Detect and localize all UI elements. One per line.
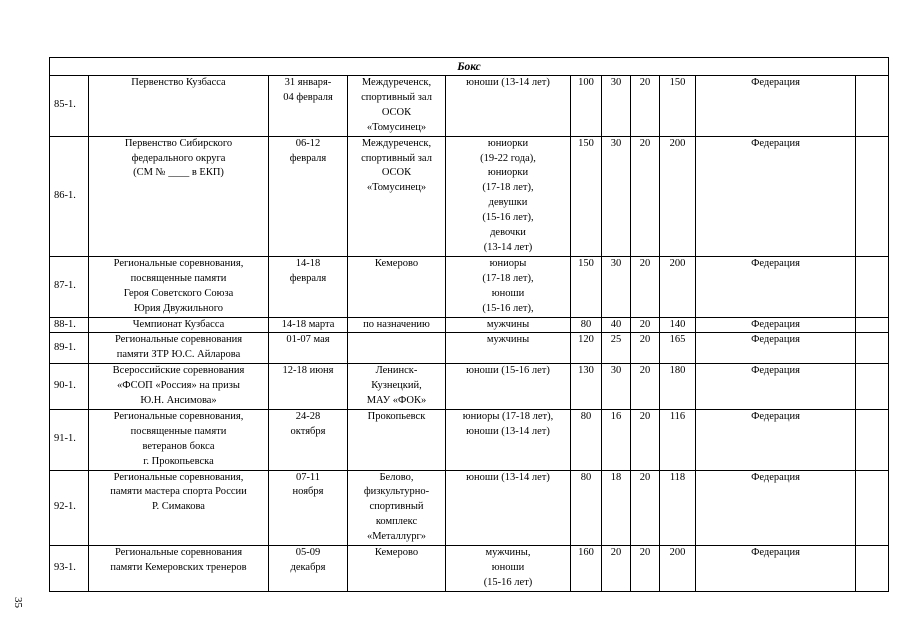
event-place xyxy=(348,470,446,546)
cell-line: Первенство Сибирского xyxy=(124,137,233,149)
cell-line: «Металлург» xyxy=(366,531,427,543)
count-total: 120 xyxy=(571,333,602,364)
participants xyxy=(446,470,571,546)
participants xyxy=(446,546,571,592)
count-col-1: 30 xyxy=(602,256,631,317)
cell-line: февраля xyxy=(289,272,327,284)
event-name xyxy=(89,136,269,256)
empty-cell xyxy=(856,333,889,364)
cell-line: Юрия Двужильного xyxy=(133,302,224,314)
cell-line: (15-16 лет), xyxy=(482,212,534,224)
cell-line: ОСОК xyxy=(381,106,412,118)
event-dates xyxy=(269,470,348,546)
event-dates xyxy=(269,364,348,410)
event-place xyxy=(348,333,446,364)
event-place xyxy=(348,317,446,333)
cell-line: 14-18 марта xyxy=(281,318,335,330)
cell-line: юниоры xyxy=(489,257,527,269)
row-number: 90-1. xyxy=(50,364,89,410)
row-number: 93-1. xyxy=(50,546,89,592)
count-col-3: 180 xyxy=(660,364,696,410)
page-number: 35 xyxy=(12,597,24,608)
cell-line: (17-18 лет), xyxy=(482,182,534,194)
event-name xyxy=(89,76,269,137)
table-row xyxy=(50,76,889,137)
count-total: 80 xyxy=(571,409,602,470)
cell-line: 01-07 мая xyxy=(286,334,330,346)
count-col-1: 30 xyxy=(602,136,631,256)
participants xyxy=(446,364,571,410)
cell-line: юниорки xyxy=(487,167,529,179)
cell-line: посвященные памяти xyxy=(130,272,227,284)
cell-line: февраля xyxy=(289,152,327,164)
cell-line: юноши (13-14 лет) xyxy=(466,471,550,483)
organizer: Федерация xyxy=(696,317,856,333)
count-col-3: 200 xyxy=(660,136,696,256)
count-total: 100 xyxy=(571,76,602,137)
cell-line: Региональные соревнования xyxy=(114,334,243,346)
participants xyxy=(446,256,571,317)
table-row xyxy=(50,409,889,470)
organizer: Федерация xyxy=(696,256,856,317)
event-place xyxy=(348,364,446,410)
cell-line: 05-09 xyxy=(295,547,321,559)
cell-line: спортивный зал xyxy=(361,152,432,164)
event-dates xyxy=(269,136,348,256)
cell-line: юниорки xyxy=(487,137,529,149)
row-number: 91-1. xyxy=(50,409,89,470)
document-sheet xyxy=(49,57,889,592)
empty-cell xyxy=(856,364,889,410)
count-total: 130 xyxy=(571,364,602,410)
row-number: 89-1. xyxy=(50,333,89,364)
event-place xyxy=(348,136,446,256)
participants xyxy=(446,409,571,470)
count-col-2: 20 xyxy=(631,409,660,470)
count-total: 150 xyxy=(571,136,602,256)
cell-line: девочки xyxy=(490,227,526,239)
empty-cell xyxy=(856,470,889,546)
organizer: Федерация xyxy=(696,364,856,410)
count-col-2: 20 xyxy=(631,136,660,256)
participants xyxy=(446,317,571,333)
event-dates xyxy=(269,333,348,364)
row-number: 86-1. xyxy=(50,136,89,256)
table-row xyxy=(50,333,889,364)
event-place xyxy=(348,409,446,470)
cell-line: Междуреченск, xyxy=(361,137,432,149)
cell-line: юноши xyxy=(491,562,525,573)
cell-line: юноши (15-16 лет) xyxy=(466,365,550,377)
count-col-2: 20 xyxy=(631,256,660,317)
cell-line: Первенство Кузбасса xyxy=(131,77,226,88)
count-col-3: 200 xyxy=(660,256,696,317)
empty-cell xyxy=(856,546,889,592)
count-col-1: 30 xyxy=(602,76,631,137)
cell-line: Региональные соревнования, xyxy=(113,257,244,269)
count-col-1: 20 xyxy=(602,546,631,592)
count-col-1: 40 xyxy=(602,317,631,333)
participants xyxy=(446,333,571,364)
cell-line: октября xyxy=(290,425,326,437)
count-col-1: 30 xyxy=(602,364,631,410)
organizer: Федерация xyxy=(696,333,856,364)
events-table xyxy=(49,57,889,592)
cell-line: мужчины, xyxy=(485,547,531,559)
cell-line: посвященные памяти xyxy=(130,425,227,437)
cell-line: мужчины xyxy=(486,318,530,330)
cell-line: декабря xyxy=(290,562,326,573)
cell-line: юноши xyxy=(491,287,525,299)
cell-line: «Томусинец» xyxy=(366,121,427,133)
event-name xyxy=(89,256,269,317)
cell-line: федерального округа xyxy=(131,152,226,164)
count-total: 80 xyxy=(571,317,602,333)
cell-line: МАУ «ФОК» xyxy=(366,395,427,407)
cell-line: 07-11 xyxy=(295,471,321,483)
event-dates xyxy=(269,256,348,317)
count-col-2: 20 xyxy=(631,76,660,137)
cell-line: «Томусинец» xyxy=(366,182,427,194)
cell-line: Междуреченск, xyxy=(361,77,432,88)
cell-line: Героя Советского Союза xyxy=(123,287,234,299)
row-number: 88-1. xyxy=(50,317,89,333)
row-number: 92-1. xyxy=(50,470,89,546)
event-dates xyxy=(269,546,348,592)
empty-cell xyxy=(856,317,889,333)
cell-line: Белово, xyxy=(379,471,414,483)
cell-line: Кемерово xyxy=(374,547,419,559)
row-number: 85-1. xyxy=(50,76,89,137)
cell-line: Ю.Н. Ансимова» xyxy=(140,395,217,407)
cell-line: ОСОК xyxy=(381,167,412,179)
count-col-2: 20 xyxy=(631,364,660,410)
cell-line: ноября xyxy=(292,486,324,498)
cell-line: (17-18 лет), xyxy=(482,272,534,284)
count-col-1: 16 xyxy=(602,409,631,470)
count-col-2: 20 xyxy=(631,546,660,592)
cell-line: 24-28 xyxy=(295,410,321,422)
cell-line: Ленинск- xyxy=(375,365,418,377)
participants xyxy=(446,76,571,137)
count-total: 80 xyxy=(571,470,602,546)
cell-line: Чемпионат Кузбасса xyxy=(132,318,225,330)
cell-line: 04 февраля xyxy=(283,91,333,103)
event-name xyxy=(89,409,269,470)
event-name xyxy=(89,333,269,364)
count-col-2: 20 xyxy=(631,470,660,546)
cell-line: ветеранов бокса xyxy=(142,440,215,452)
empty-cell xyxy=(856,256,889,317)
event-place xyxy=(348,256,446,317)
cell-line: (15-16 лет), xyxy=(482,302,534,314)
cell-line: Региональные соревнования xyxy=(114,547,243,559)
count-col-2: 20 xyxy=(631,317,660,333)
count-total: 160 xyxy=(571,546,602,592)
count-col-3: 140 xyxy=(660,317,696,333)
cell-line: юноши (13-14 лет) xyxy=(466,77,550,88)
cell-line: (15-16 лет) xyxy=(483,576,533,588)
cell-line: Кузнецкий, xyxy=(371,380,422,392)
cell-line: 31 января- xyxy=(284,77,332,88)
cell-line: «ФСОП «Россия» на призы xyxy=(117,380,240,392)
count-col-3: 118 xyxy=(660,470,696,546)
event-name xyxy=(89,546,269,592)
cell-line: (13-14 лет) xyxy=(483,241,533,253)
table-row xyxy=(50,317,889,333)
organizer: Федерация xyxy=(696,76,856,137)
cell-line: мужчины xyxy=(486,334,530,346)
cell-line: Р. Симакова xyxy=(152,501,205,513)
cell-line: 12-18 июня xyxy=(282,365,334,377)
empty-cell xyxy=(856,136,889,256)
row-number: 87-1. xyxy=(50,256,89,317)
cell-line: физкультурно- xyxy=(363,486,430,498)
count-col-1: 18 xyxy=(602,470,631,546)
event-name xyxy=(89,470,269,546)
event-place xyxy=(348,546,446,592)
cell-line: спортивный xyxy=(369,501,424,513)
cell-line: по назначению xyxy=(363,318,430,330)
table-row xyxy=(50,256,889,317)
cell-line: Региональные соревнования, xyxy=(113,410,244,422)
cell-line: Региональные соревнования, xyxy=(113,471,244,483)
cell-line: спортивный зал xyxy=(361,91,432,103)
cell-line: комплекс xyxy=(375,516,418,528)
cell-line: Прокопьевск xyxy=(367,410,426,422)
cell-line: г. Прокопьевска xyxy=(143,455,214,467)
count-col-3: 200 xyxy=(660,546,696,592)
empty-cell xyxy=(856,76,889,137)
event-name xyxy=(89,317,269,333)
event-name xyxy=(89,364,269,410)
organizer: Федерация xyxy=(696,546,856,592)
event-dates xyxy=(269,76,348,137)
participants xyxy=(446,136,571,256)
empty-cell xyxy=(856,409,889,470)
count-col-3: 150 xyxy=(660,76,696,137)
cell-line: юниоры (17-18 лет), xyxy=(462,410,554,422)
section-title-row xyxy=(50,58,889,76)
cell-line: памяти ЗТР Ю.С. Айларова xyxy=(116,349,241,361)
table-row xyxy=(50,364,889,410)
organizer: Федерация xyxy=(696,470,856,546)
event-place xyxy=(348,76,446,137)
cell-line: Кемерово xyxy=(374,257,419,269)
cell-line: юноши (13-14 лет) xyxy=(466,425,550,437)
section-title: Бокс xyxy=(50,58,889,76)
event-dates xyxy=(269,317,348,333)
cell-line: 14-18 xyxy=(295,257,321,269)
table-row xyxy=(50,136,889,256)
count-col-2: 20 xyxy=(631,333,660,364)
count-total: 150 xyxy=(571,256,602,317)
cell-line: (19-22 года), xyxy=(480,152,536,164)
cell-line: Всероссийские соревнования xyxy=(112,365,245,377)
count-col-3: 165 xyxy=(660,333,696,364)
cell-line: памяти Кемеровских тренеров xyxy=(110,562,247,573)
organizer: Федерация xyxy=(696,136,856,256)
count-col-3: 116 xyxy=(660,409,696,470)
cell-line: памяти мастера спорта России xyxy=(110,486,247,498)
cell-line: девушки xyxy=(488,197,528,209)
cell-line: (СМ № ____ в ЕКП) xyxy=(133,167,224,179)
table-row xyxy=(50,546,889,592)
table-row xyxy=(50,470,889,546)
event-dates xyxy=(269,409,348,470)
organizer: Федерация xyxy=(696,409,856,470)
cell-line: 06-12 xyxy=(295,137,321,149)
count-col-1: 25 xyxy=(602,333,631,364)
